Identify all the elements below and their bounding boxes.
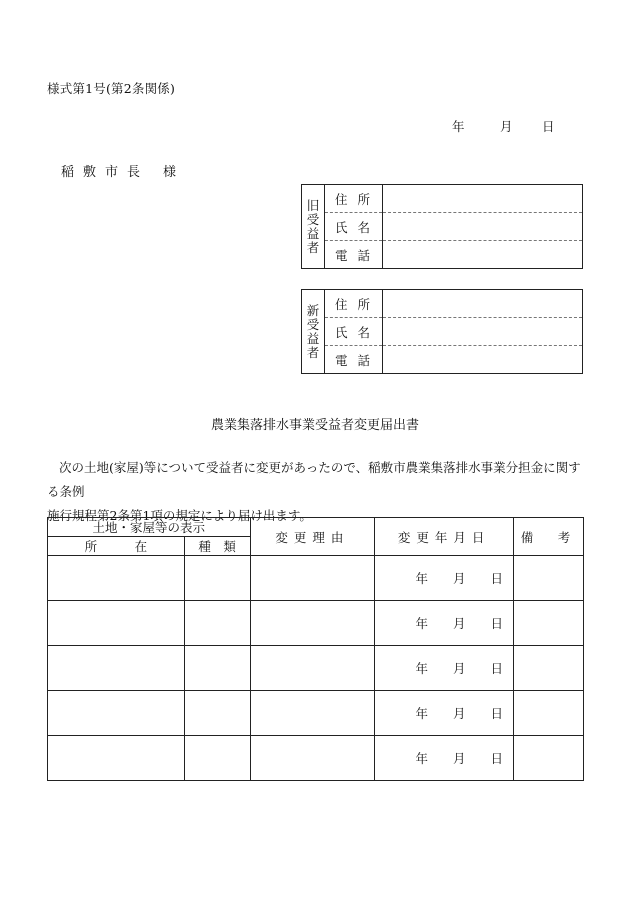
type-cell[interactable] bbox=[184, 736, 250, 781]
addressee-honorific: 様 bbox=[163, 165, 186, 180]
property-display-header: 土地・家屋等の表示 bbox=[48, 518, 251, 537]
change-reason-header: 変更理由 bbox=[250, 518, 375, 556]
new-name-label: 氏名 bbox=[325, 318, 383, 346]
new-name-field[interactable] bbox=[383, 318, 583, 346]
new-address-label: 住所 bbox=[325, 290, 383, 318]
old-address-label: 住所 bbox=[325, 185, 383, 213]
change-date-cell[interactable]: 年 月 日 bbox=[375, 646, 514, 691]
remarks-header: 備 考 bbox=[514, 518, 584, 556]
type-cell[interactable] bbox=[184, 691, 250, 736]
reason-cell[interactable] bbox=[250, 691, 375, 736]
location-cell[interactable] bbox=[48, 556, 185, 601]
reason-cell[interactable] bbox=[250, 736, 375, 781]
change-date-cell[interactable]: 年 月 日 bbox=[375, 556, 514, 601]
date-year: 年 bbox=[452, 119, 465, 134]
change-date-cell[interactable]: 年 月 日 bbox=[375, 601, 514, 646]
remarks-cell[interactable] bbox=[514, 736, 584, 781]
location-cell[interactable] bbox=[48, 646, 185, 691]
date-day: 日 bbox=[542, 119, 555, 134]
type-cell[interactable] bbox=[184, 646, 250, 691]
new-phone-label: 電話 bbox=[325, 346, 383, 374]
body-line-1: 次の土地(家屋)等について受益者に変更があったので、稲敷市農業集落排水事業分担金に関する条例 bbox=[47, 460, 581, 499]
reason-cell[interactable] bbox=[250, 646, 375, 691]
type-cell[interactable] bbox=[184, 601, 250, 646]
property-table bbox=[47, 517, 584, 781]
old-beneficiary-box bbox=[301, 184, 583, 269]
old-phone-field[interactable] bbox=[383, 241, 583, 269]
change-date-cell[interactable]: 年 月 日 bbox=[375, 691, 514, 736]
change-date-cell[interactable]: 年 月 日 bbox=[375, 736, 514, 781]
location-cell[interactable] bbox=[48, 601, 185, 646]
addressee-name: 稲敷市長 bbox=[61, 165, 150, 180]
type-header: 種 類 bbox=[184, 537, 250, 556]
addressee bbox=[61, 161, 185, 180]
remarks-cell[interactable] bbox=[514, 556, 584, 601]
remarks-cell[interactable] bbox=[514, 646, 584, 691]
table-row bbox=[48, 736, 584, 781]
old-beneficiary-label: 旧 受 益 者 bbox=[302, 185, 325, 269]
new-beneficiary-box bbox=[301, 289, 583, 374]
remarks-cell[interactable] bbox=[514, 601, 584, 646]
body-line-2: 施行規程第2条第1項の規定により届け出ます。 bbox=[47, 508, 312, 523]
reason-cell[interactable] bbox=[250, 601, 375, 646]
remarks-cell[interactable] bbox=[514, 691, 584, 736]
table-row bbox=[48, 646, 584, 691]
form-number: 様式第1号(第2条関係) bbox=[47, 81, 176, 96]
new-address-field[interactable] bbox=[383, 290, 583, 318]
new-beneficiary-label: 新 受 益 者 bbox=[302, 290, 325, 374]
type-cell[interactable] bbox=[184, 556, 250, 601]
submission-date bbox=[452, 117, 555, 135]
old-name-label: 氏名 bbox=[325, 213, 383, 241]
old-name-field[interactable] bbox=[383, 213, 583, 241]
location-cell[interactable] bbox=[48, 736, 185, 781]
table-row bbox=[48, 601, 584, 646]
change-date-header: 変更年月日 bbox=[375, 518, 514, 556]
document-title: 農業集落排水事業受益者変更届出書 bbox=[210, 418, 419, 433]
table-row bbox=[48, 691, 584, 736]
new-phone-field[interactable] bbox=[383, 346, 583, 374]
old-address-field[interactable] bbox=[383, 185, 583, 213]
table-row bbox=[48, 556, 584, 601]
old-phone-label: 電話 bbox=[325, 241, 383, 269]
location-cell[interactable] bbox=[48, 691, 185, 736]
date-month: 月 bbox=[500, 119, 513, 134]
location-header: 所 在 bbox=[48, 537, 185, 556]
reason-cell[interactable] bbox=[250, 556, 375, 601]
